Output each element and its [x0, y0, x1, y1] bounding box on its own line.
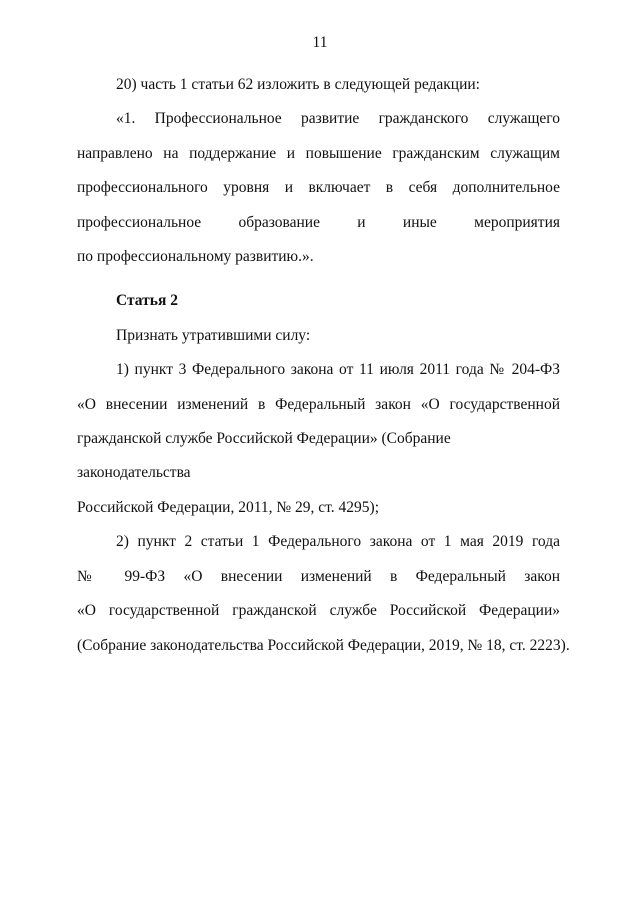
item-2-line: 2) пункт 2 статьи 1 Федерального закона от 1 мая 2019 года — [116, 533, 560, 551]
item-1-line: «О внесении изменений в Федеральный закон «О государственной — [77, 395, 560, 413]
repeal-item-1 — [77, 353, 560, 525]
quote-line: профессиональное образование и иные мероприятия — [77, 213, 560, 231]
item-20: 20) часть 1 статьи 62 изложить в следующей редакции: — [116, 76, 480, 93]
item-1-line: Российской Федерации, 2011, № 29, ст. 4295); — [77, 498, 380, 516]
document-body — [77, 68, 570, 663]
item-2-line: № 99-ФЗ «О внесении изменений в Федеральный закон — [77, 567, 560, 585]
repeal-item-2 — [77, 525, 570, 663]
quote-line: «1. Профессиональное развитие гражданского служащего — [116, 110, 560, 128]
quote-line: по профессиональному развитию.». — [77, 248, 314, 266]
page-number: 11 — [312, 34, 328, 51]
quote-line: направлено на поддержание и повышение гражданским служащим — [77, 144, 560, 162]
item-1-line: 1) пункт 3 Федерального закона от 11 июля 2011 года № 204-ФЗ — [116, 361, 560, 379]
item-2-line: «О государственной гражданской службе Российской Федерации» — [77, 602, 560, 620]
quoted-amendment — [77, 102, 560, 274]
item-2-line: (Собрание законодательства Российской Федерации, 2019, № 18, ст. 2223). — [77, 636, 570, 654]
item-1-line: гражданской службе Российской Федерации» (Собрание законодательства — [77, 430, 451, 482]
article-heading: Статья 2 — [116, 292, 178, 310]
repeal-intro: Признать утратившими силу: — [116, 326, 311, 344]
quote-line: профессионального уровня и включает в себя дополнительное — [77, 179, 560, 197]
